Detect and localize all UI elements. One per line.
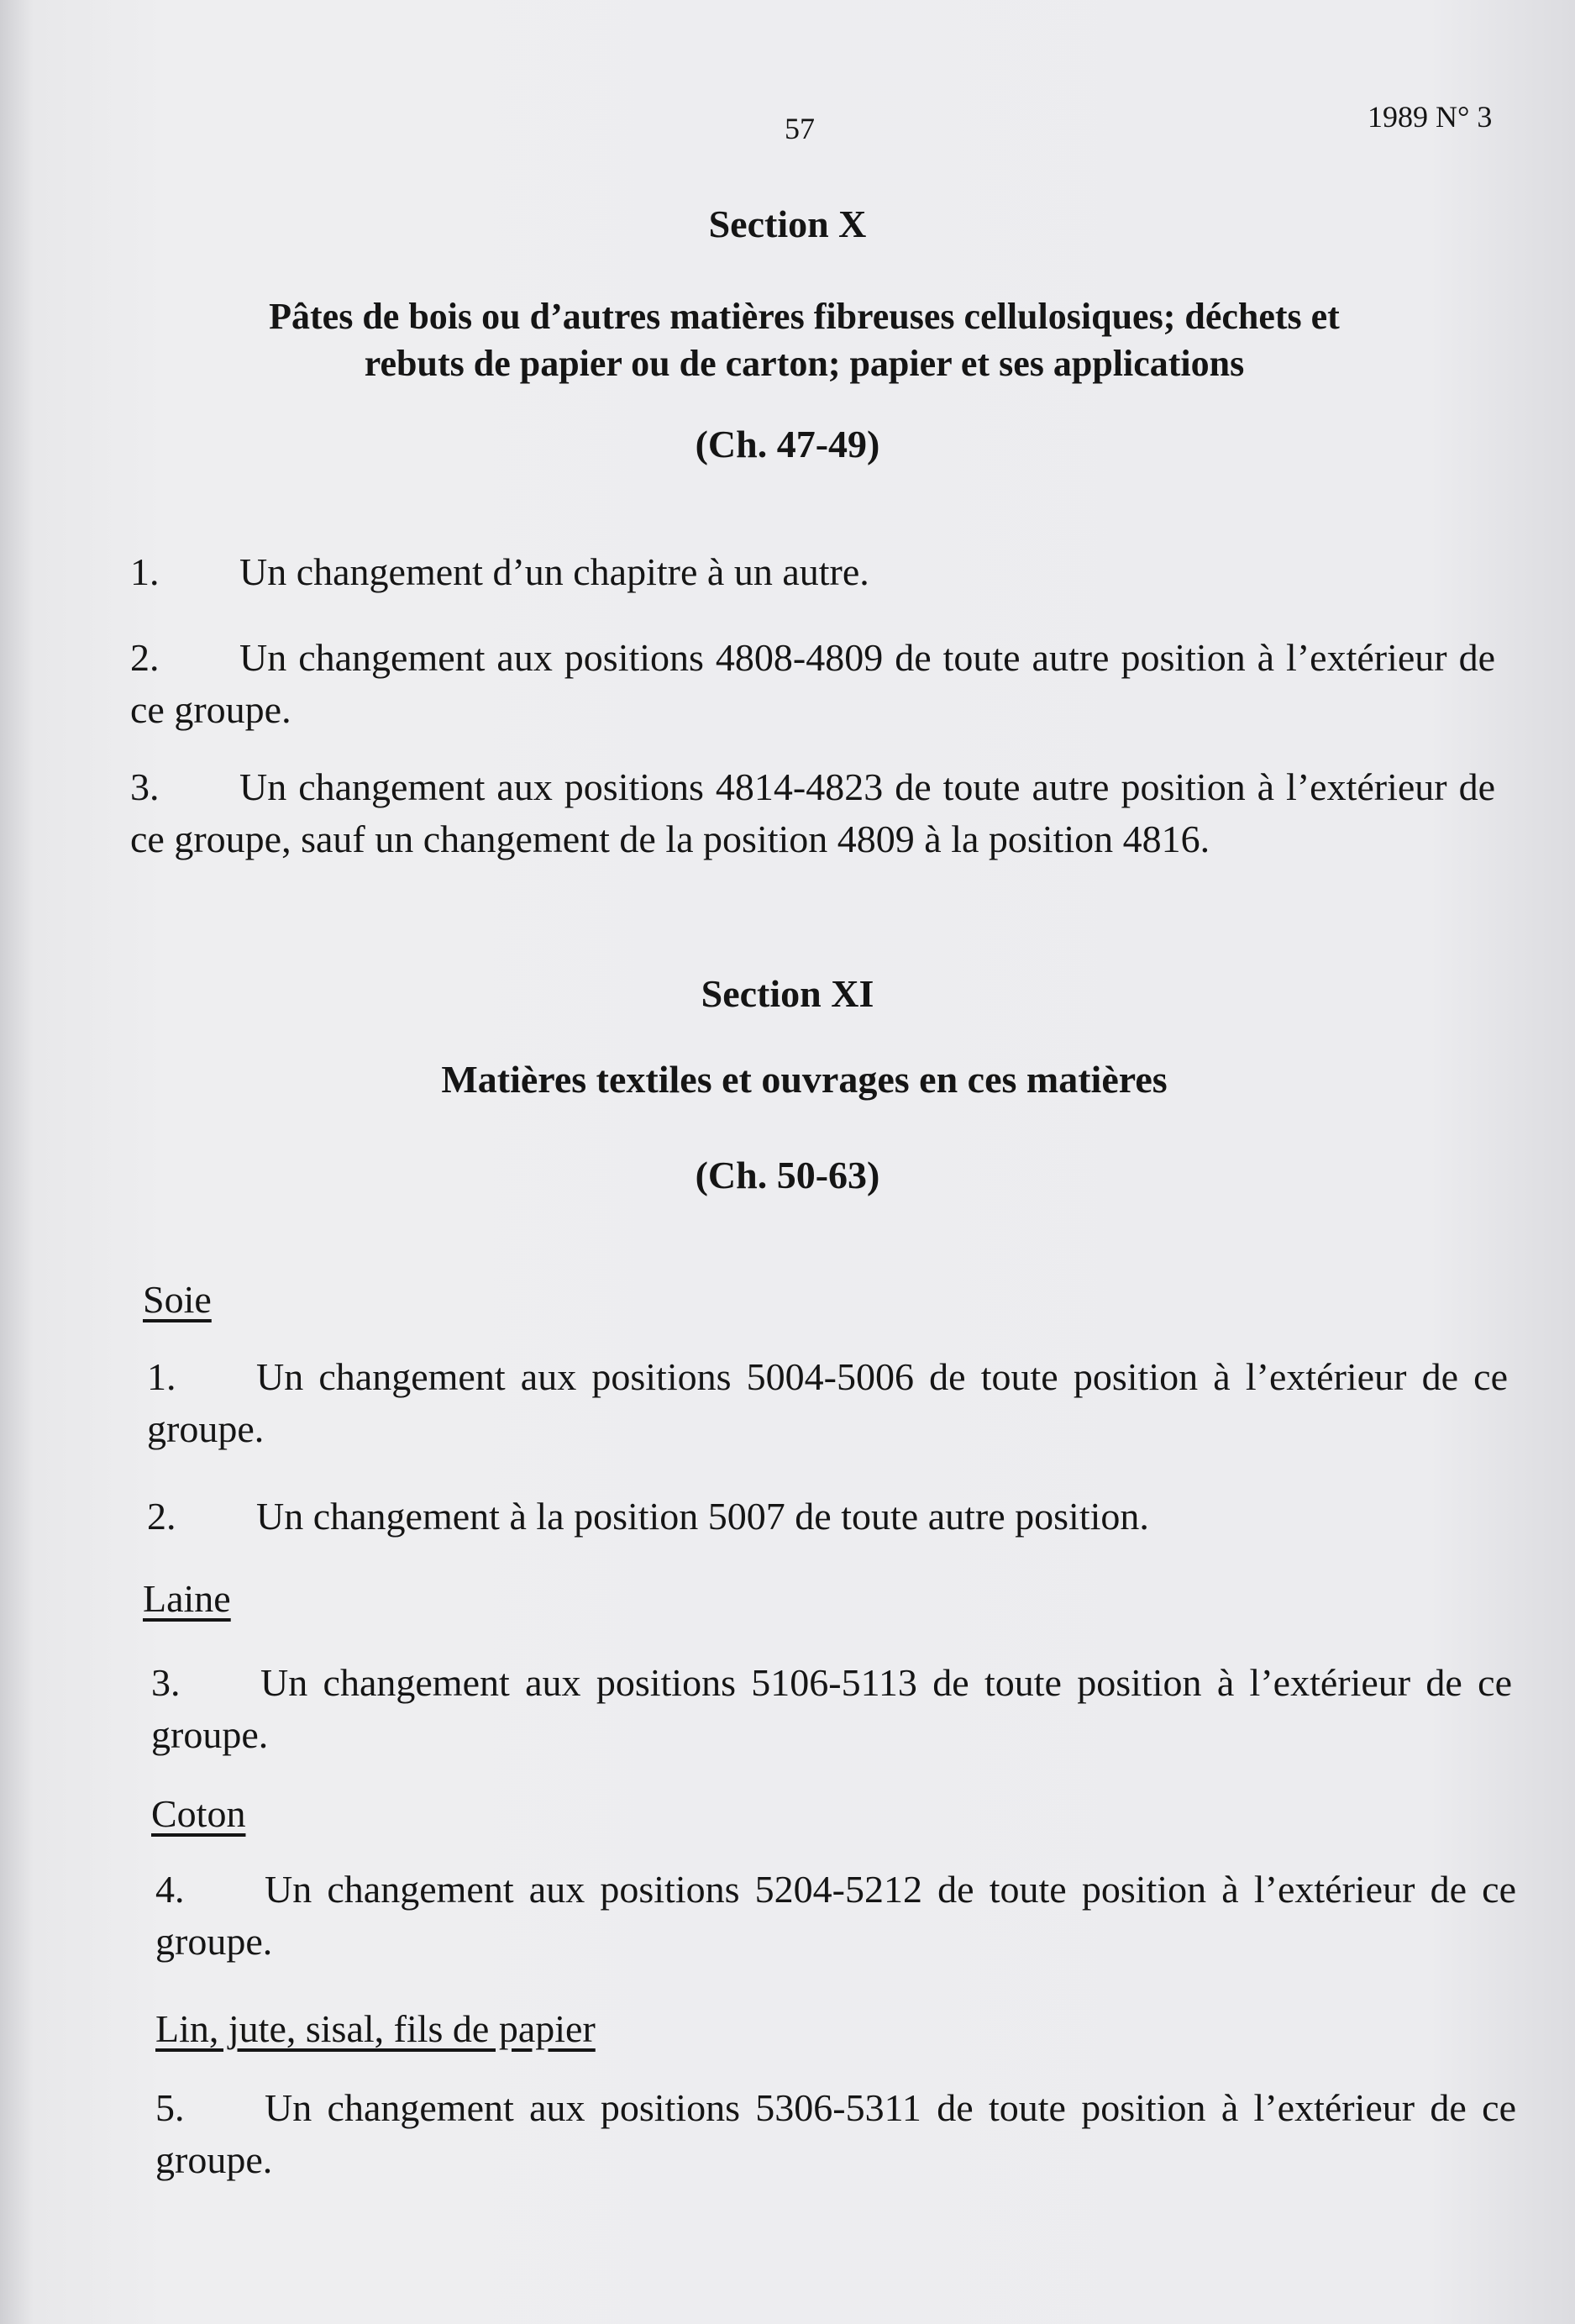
group-heading-coton: Coton: [151, 1792, 246, 1835]
rule-x-2: [130, 632, 1495, 736]
rule-x-3: [130, 761, 1495, 865]
rule-number: 1.: [147, 1355, 176, 1398]
rule-text: Un changement à la position 5007 de toute autre position.: [256, 1495, 1149, 1538]
rule-number: 3.: [151, 1661, 181, 1704]
rule-x-1: [130, 546, 1495, 598]
group-heading-soie: Soie: [143, 1278, 212, 1321]
section-xi-subtitle: Matières textiles et ouvrages en ces matières: [441, 1058, 1168, 1101]
section-x-subtitle-line1: Pâtes de bois ou d’autres matières fibreuses cellulosiques; déchets et: [269, 296, 1340, 337]
rule-text: Un changement aux positions 4808-4809 de toute autre position à l’extérieur de ce groupe.: [130, 636, 1495, 731]
rule-number: 4.: [155, 1868, 185, 1911]
section-x-subtitle-line2: rebuts de papier ou de carton; papier et ses applications: [364, 343, 1245, 384]
rule-xi-4: [155, 1864, 1516, 1968]
section-x-chapters: (Ch. 47-49): [695, 423, 880, 465]
rule-number: 1.: [130, 550, 160, 593]
page-number: 57: [785, 112, 815, 145]
rule-text: Un changement d’un chapitre à un autre.: [239, 550, 869, 593]
rule-number: 2.: [147, 1495, 176, 1538]
group-heading-lin-jute: Lin, jute, sisal, fils de papier: [155, 2007, 596, 2050]
rule-number: 5.: [155, 2086, 185, 2129]
issue-label: 1989 N° 3: [1368, 100, 1493, 134]
group-heading-laine: Laine: [143, 1577, 231, 1620]
rule-xi-2: [147, 1491, 1508, 1543]
rule-number: 3.: [130, 765, 160, 808]
section-xi-chapters: (Ch. 50-63): [695, 1154, 880, 1196]
rule-text: Un changement aux positions 5204-5212 de toute position à l’extérieur de ce groupe.: [155, 1868, 1516, 1963]
rule-text: Un changement aux positions 4814-4823 de toute autre position à l’extérieur de ce groupe, sauf un changement de la position 4809 à la position 4816.: [130, 765, 1495, 860]
rule-text: Un changement aux positions 5004-5006 de toute position à l’extérieur de ce groupe.: [147, 1355, 1508, 1450]
section-xi-title: Section XI: [701, 972, 874, 1015]
rule-text: Un changement aux positions 5306-5311 de toute position à l’extérieur de ce groupe.: [155, 2086, 1516, 2181]
rule-xi-5: [155, 2082, 1516, 2186]
rule-text: Un changement aux positions 5106-5113 de toute position à l’extérieur de ce groupe.: [151, 1661, 1512, 1756]
section-x-title: Section X: [708, 202, 867, 245]
rule-xi-1: [147, 1351, 1508, 1455]
rule-xi-3: [151, 1657, 1512, 1761]
rule-number: 2.: [130, 636, 160, 679]
